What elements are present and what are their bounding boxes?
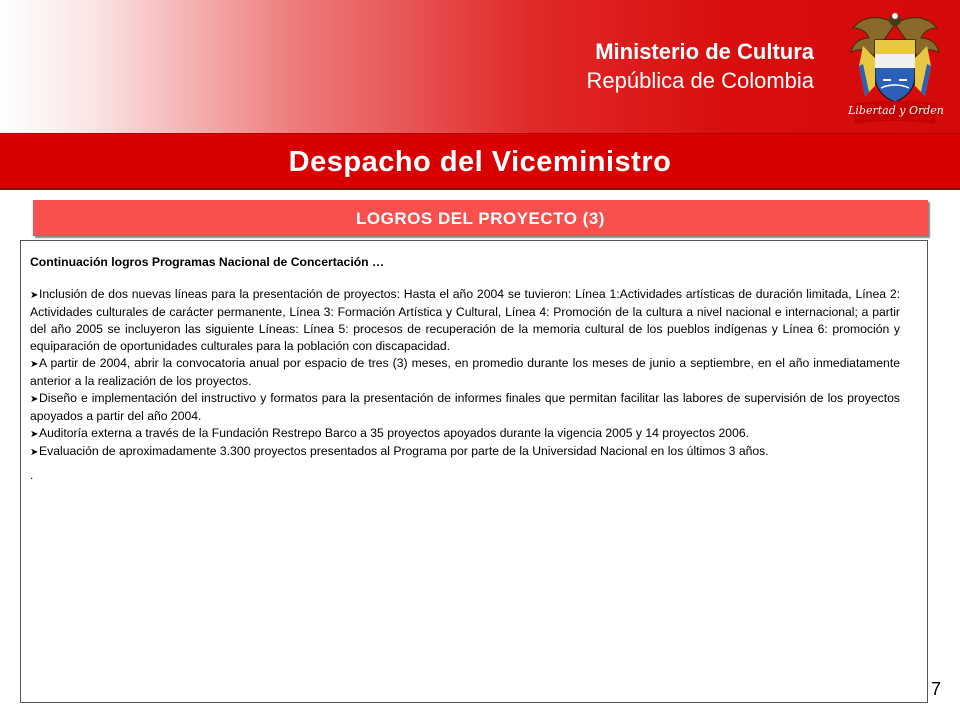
country-name: República de Colombia (586, 68, 814, 93)
header (0, 0, 960, 133)
content-intro: Continuación logros Programas Nacional de Concertación … (30, 255, 385, 269)
arrow-bullet-icon: ➤ (30, 359, 39, 370)
ministry-name: Ministerio de Cultura (595, 39, 814, 64)
list-item: ➤A partir de 2004, abrir la convocatoria anual por espacio de tres (3) meses, en promedio durante los meses de junio a septiembre, en el año inmediatamente anterior a la realización de los proyectos. (30, 356, 900, 388)
arrow-bullet-icon: ➤ (30, 429, 39, 440)
ministry-block (587, 38, 814, 96)
arrow-bullet-icon: ➤ (30, 290, 39, 301)
seal-caption: Libertad y Orden (848, 104, 944, 117)
list-item: ➤Diseño e implementación del instructivo y formatos para la presentación de informes finales que permitan facilitar las labores de supervisión de los proyectos apoyados a partir del año 2004. (30, 391, 900, 423)
page-title: Despacho del Viceministro (288, 146, 672, 178)
list-item: ➤Auditoría externa a través de la Fundación Restrepo Barco a 35 proyectos apoyados durante la vigencia 2005 y 14 proyectos 2006. (30, 425, 900, 443)
list-item: ➤Evaluación de aproximadamente 3.300 proyectos presentados al Programa por parte de la Universidad Nacional en los últimos 3 años. (30, 443, 900, 461)
section-title: LOGROS DEL PROYECTO (3) (356, 209, 605, 228)
arrow-bullet-icon: ➤ (30, 447, 39, 458)
page-number: 7 (931, 679, 942, 699)
list-item: ➤Inclusión de dos nuevas líneas para la presentación de proyectos: Hasta el año 2004 se tuvieron: Línea 1:Actividades artísticas de duración limitada, Línea 2: Actividades culturales de carácter permanente, Línea 3: Formación Artística y Cultural, Línea 4: Promoción de la cultura a nivel nacional e internacional; a partir del año 2005 se incluyeron las siguiente Líneas: Línea 5: procesos de recuperación de la memoria cultural de los pueblos indígenas y Línea 6: promoción y equiparación de oportunidades culturales para la población con discapacidad. (30, 287, 900, 353)
trailing-dot: . (30, 468, 34, 482)
arrow-bullet-icon: ➤ (30, 394, 39, 405)
content-body (30, 254, 900, 484)
